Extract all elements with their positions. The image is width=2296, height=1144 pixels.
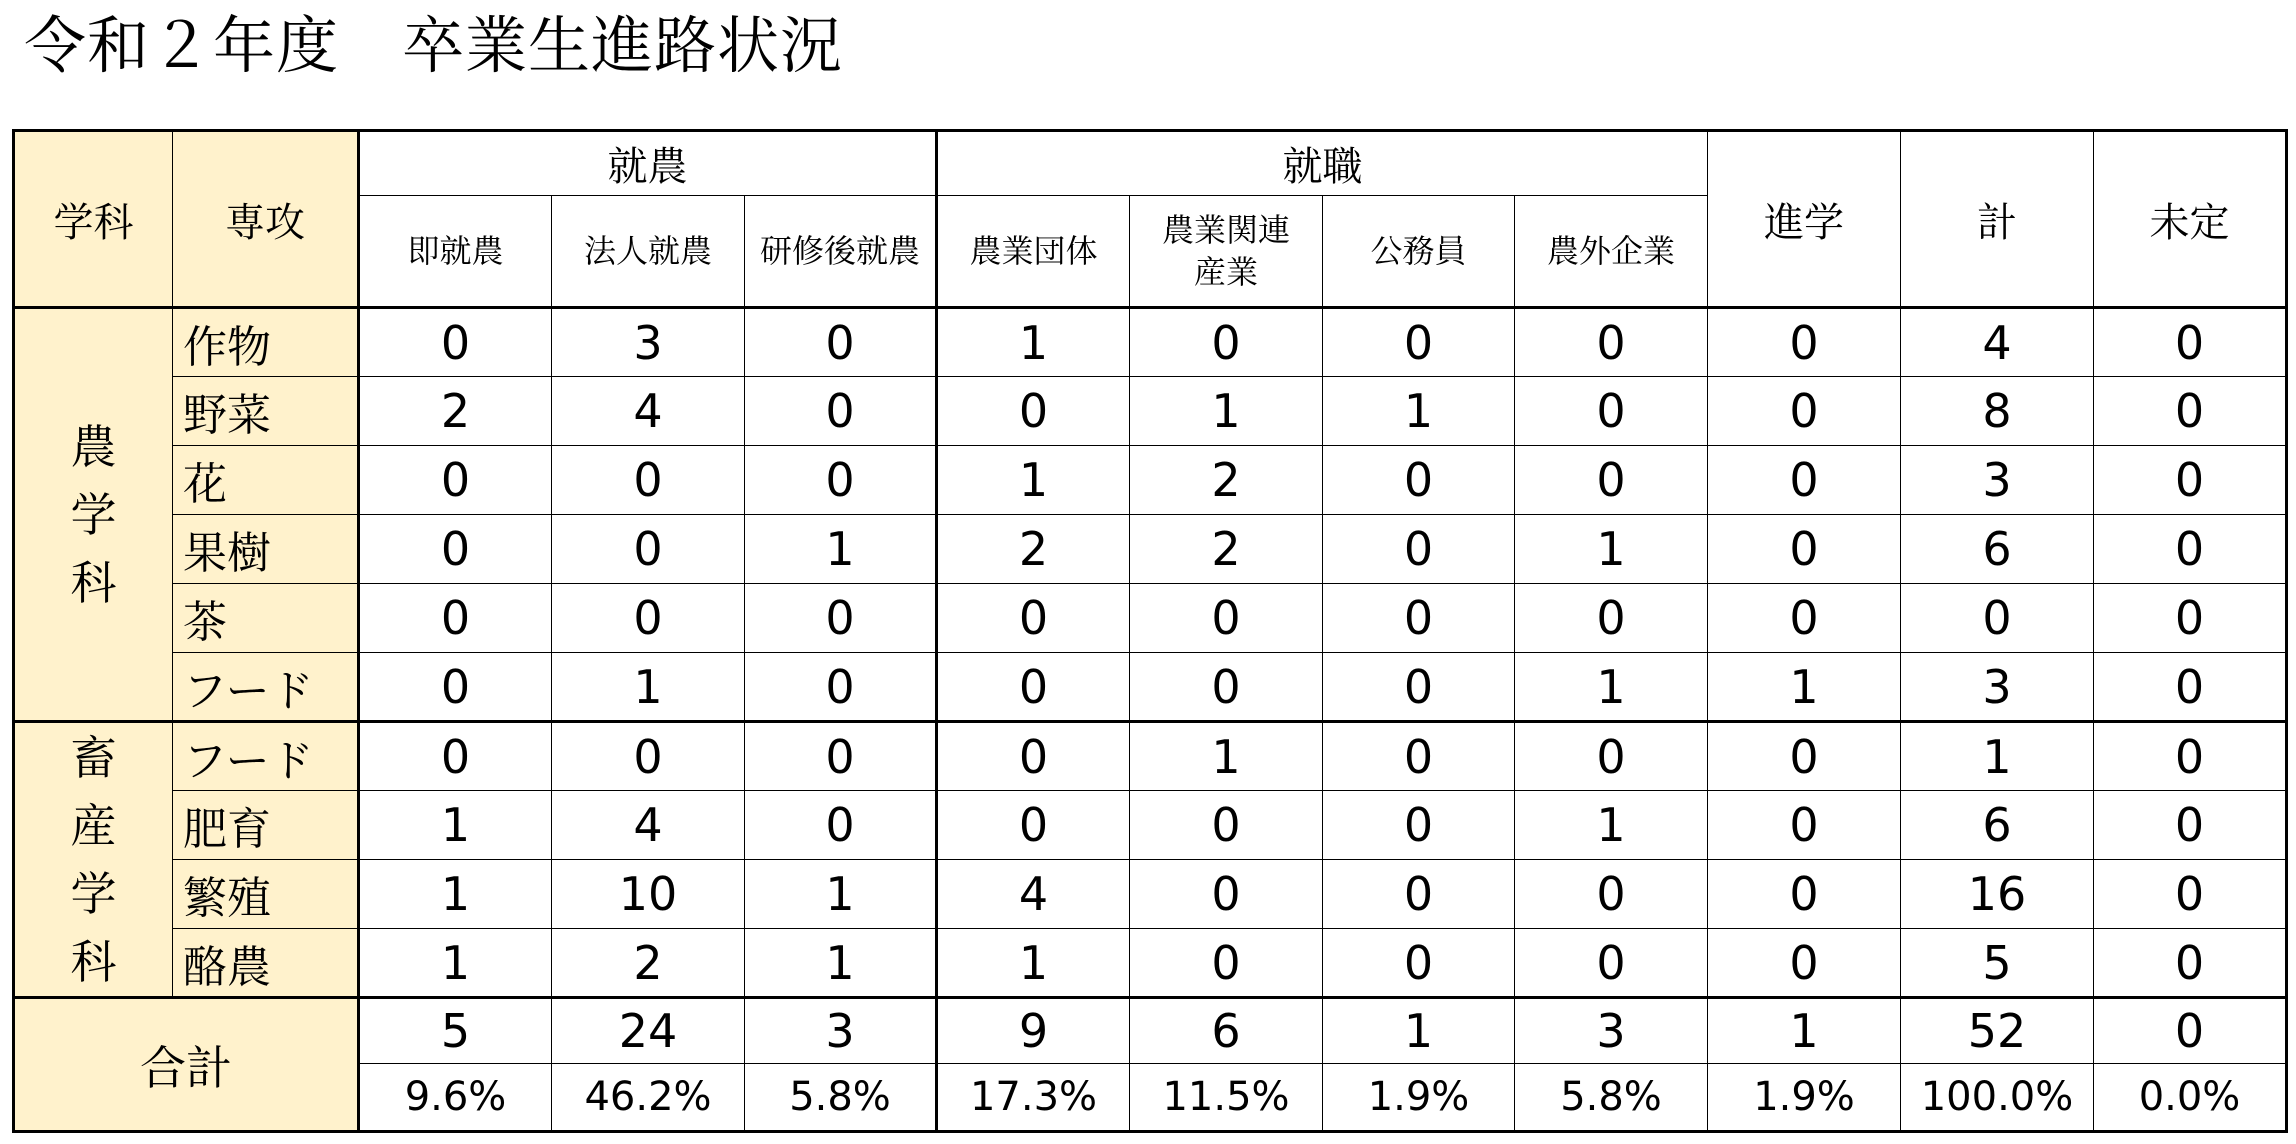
major-cell: 肥育: [173, 791, 359, 860]
value-cell: 0: [1515, 377, 1708, 446]
table-row: [14, 584, 2287, 653]
value-cell: 1: [1515, 515, 1708, 584]
table-row: [14, 377, 2287, 446]
value-cell: 2: [1130, 446, 1323, 515]
total-count-cell: 1: [1708, 998, 1901, 1064]
value-cell: 0: [1130, 308, 1323, 377]
dept-cell: [14, 308, 173, 722]
value-cell: 0: [745, 308, 937, 377]
value-cell: 0: [745, 791, 937, 860]
value-cell: 1: [1901, 722, 2094, 791]
value-cell: 1: [1323, 377, 1515, 446]
dept-cell: [14, 722, 173, 998]
totals-count-row: [14, 998, 2287, 1064]
total-percent-cell: 11.5%: [1130, 1064, 1323, 1132]
value-cell: 1: [359, 791, 552, 860]
page-title: 令和２年度 卒業生進路状況: [24, 9, 844, 82]
value-cell: 0: [1515, 722, 1708, 791]
table-row: [14, 791, 2287, 860]
value-cell: 1: [1515, 653, 1708, 722]
value-cell: 3: [1901, 446, 2094, 515]
value-cell: 0: [1708, 584, 1901, 653]
value-cell: 1: [1130, 722, 1323, 791]
table-row: [14, 515, 2287, 584]
value-cell: 0: [1323, 446, 1515, 515]
header-major: 専攻: [173, 131, 359, 308]
value-cell: 0: [2094, 860, 2287, 929]
value-cell: 0: [1708, 722, 1901, 791]
value-cell: 0: [937, 584, 1130, 653]
value-cell: 0: [1130, 584, 1323, 653]
dept-char: 学: [70, 866, 117, 921]
value-cell: 0: [2094, 377, 2287, 446]
value-cell: 0: [1323, 584, 1515, 653]
total-percent-cell: 100.0%: [1901, 1064, 2094, 1132]
total-percent-cell: 1.9%: [1323, 1064, 1515, 1132]
major-cell: 花: [173, 446, 359, 515]
value-cell: 0: [1323, 653, 1515, 722]
value-cell: 0: [1708, 860, 1901, 929]
value-cell: 0: [1515, 308, 1708, 377]
value-cell: 0: [937, 722, 1130, 791]
value-cell: 3: [1901, 653, 2094, 722]
value-cell: 0: [1708, 446, 1901, 515]
value-cell: 0: [552, 446, 745, 515]
value-cell: 2: [937, 515, 1130, 584]
value-cell: 0: [552, 584, 745, 653]
career-table: [12, 129, 2288, 1133]
value-cell: 0: [2094, 722, 2287, 791]
value-cell: 0: [745, 584, 937, 653]
value-cell: 0: [745, 722, 937, 791]
table-row: [14, 446, 2287, 515]
value-cell: 0: [1130, 653, 1323, 722]
value-cell: 0: [552, 722, 745, 791]
value-cell: 6: [1901, 791, 2094, 860]
header-total: 計: [1901, 131, 2094, 308]
header-immediate-farming: 即就農: [359, 196, 552, 308]
total-percent-cell: 46.2%: [552, 1064, 745, 1132]
value-cell: 0: [1708, 308, 1901, 377]
dept-char: 産: [70, 798, 117, 853]
value-cell: 0: [1708, 791, 1901, 860]
value-cell: 0: [1515, 860, 1708, 929]
header-undecided: 未定: [2094, 131, 2287, 308]
value-cell: 0: [1515, 446, 1708, 515]
value-cell: 0: [745, 377, 937, 446]
header-agri-related-industry: 農業関連産業: [1130, 196, 1323, 308]
value-cell: 1: [1515, 791, 1708, 860]
value-cell: 1: [745, 515, 937, 584]
header-corporate-farming: 法人就農: [552, 196, 745, 308]
value-cell: 0: [2094, 929, 2287, 998]
total-percent-cell: 9.6%: [359, 1064, 552, 1132]
value-cell: 0: [359, 446, 552, 515]
header-row-1: [14, 131, 2287, 196]
value-cell: 16: [1901, 860, 2094, 929]
value-cell: 0: [359, 584, 552, 653]
value-cell: 0: [2094, 446, 2287, 515]
value-cell: 0: [2094, 308, 2287, 377]
value-cell: 0: [359, 515, 552, 584]
table-row: [14, 860, 2287, 929]
total-count-cell: 5: [359, 998, 552, 1064]
value-cell: 1: [359, 929, 552, 998]
value-cell: 4: [552, 791, 745, 860]
value-cell: 0: [1708, 929, 1901, 998]
value-cell: 0: [745, 446, 937, 515]
total-count-cell: 0: [2094, 998, 2287, 1064]
totals-label: 合計: [14, 998, 359, 1132]
value-cell: 3: [552, 308, 745, 377]
dept-char: 学: [70, 487, 117, 542]
value-cell: 1: [1708, 653, 1901, 722]
header-group-employment: 就職: [937, 131, 1708, 196]
value-cell: 8: [1901, 377, 2094, 446]
value-cell: 0: [1515, 584, 1708, 653]
value-cell: 1: [552, 653, 745, 722]
total-count-cell: 3: [745, 998, 937, 1064]
header-group-farming: 就農: [359, 131, 937, 196]
total-percent-cell: 17.3%: [937, 1064, 1130, 1132]
value-cell: 0: [745, 653, 937, 722]
major-cell: 果樹: [173, 515, 359, 584]
value-cell: 2: [1130, 515, 1323, 584]
dept-char: 農: [70, 419, 117, 474]
total-count-cell: 6: [1130, 998, 1323, 1064]
dept-char: 科: [70, 934, 117, 989]
value-cell: 0: [1323, 515, 1515, 584]
value-cell: 0: [2094, 653, 2287, 722]
value-cell: 0: [1130, 929, 1323, 998]
value-cell: 0: [937, 791, 1130, 860]
header-farming-after-training: 研修後就農: [745, 196, 937, 308]
value-cell: 10: [552, 860, 745, 929]
value-cell: 6: [1901, 515, 2094, 584]
table-row: [14, 308, 2287, 377]
value-cell: 0: [1901, 584, 2094, 653]
value-cell: 0: [937, 377, 1130, 446]
table-row: [14, 929, 2287, 998]
value-cell: 0: [1323, 860, 1515, 929]
value-cell: 0: [1323, 308, 1515, 377]
value-cell: 0: [359, 308, 552, 377]
total-count-cell: 24: [552, 998, 745, 1064]
header-further-study: 進学: [1708, 131, 1901, 308]
value-cell: 0: [1323, 929, 1515, 998]
dept-char: 科: [70, 555, 117, 610]
major-cell: 繁殖: [173, 860, 359, 929]
dept-char: 畜: [70, 730, 117, 785]
value-cell: 0: [552, 515, 745, 584]
major-cell: フード: [173, 653, 359, 722]
value-cell: 0: [1708, 377, 1901, 446]
value-cell: 1: [359, 860, 552, 929]
value-cell: 0: [937, 653, 1130, 722]
major-cell: 酪農: [173, 929, 359, 998]
value-cell: 0: [1708, 515, 1901, 584]
value-cell: 0: [359, 722, 552, 791]
value-cell: 0: [2094, 584, 2287, 653]
major-cell: 野菜: [173, 377, 359, 446]
value-cell: 0: [1323, 791, 1515, 860]
value-cell: 2: [359, 377, 552, 446]
header-public-servant: 公務員: [1323, 196, 1515, 308]
value-cell: 5: [1901, 929, 2094, 998]
table-row: [14, 722, 2287, 791]
total-count-cell: 9: [937, 998, 1130, 1064]
value-cell: 0: [1323, 722, 1515, 791]
header-dept: 学科: [14, 131, 173, 308]
total-count-cell: 52: [1901, 998, 2094, 1064]
value-cell: 4: [552, 377, 745, 446]
total-percent-cell: 5.8%: [745, 1064, 937, 1132]
value-cell: 4: [1901, 308, 2094, 377]
value-cell: 0: [1515, 929, 1708, 998]
value-cell: 1: [745, 860, 937, 929]
value-cell: 1: [937, 929, 1130, 998]
major-cell: 作物: [173, 308, 359, 377]
value-cell: 2: [552, 929, 745, 998]
value-cell: 1: [1130, 377, 1323, 446]
total-percent-cell: 1.9%: [1708, 1064, 1901, 1132]
total-count-cell: 1: [1323, 998, 1515, 1064]
value-cell: 1: [937, 446, 1130, 515]
value-cell: 1: [745, 929, 937, 998]
major-cell: 茶: [173, 584, 359, 653]
total-count-cell: 3: [1515, 998, 1708, 1064]
value-cell: 0: [2094, 515, 2287, 584]
total-percent-cell: 0.0%: [2094, 1064, 2287, 1132]
value-cell: 0: [1130, 791, 1323, 860]
value-cell: 1: [937, 308, 1130, 377]
table-row: [14, 653, 2287, 722]
value-cell: 0: [1130, 860, 1323, 929]
value-cell: 0: [359, 653, 552, 722]
header-agri-organization: 農業団体: [937, 196, 1130, 308]
major-cell: フード: [173, 722, 359, 791]
total-percent-cell: 5.8%: [1515, 1064, 1708, 1132]
value-cell: 4: [937, 860, 1130, 929]
header-non-agri-company: 農外企業: [1515, 196, 1708, 308]
value-cell: 0: [2094, 791, 2287, 860]
